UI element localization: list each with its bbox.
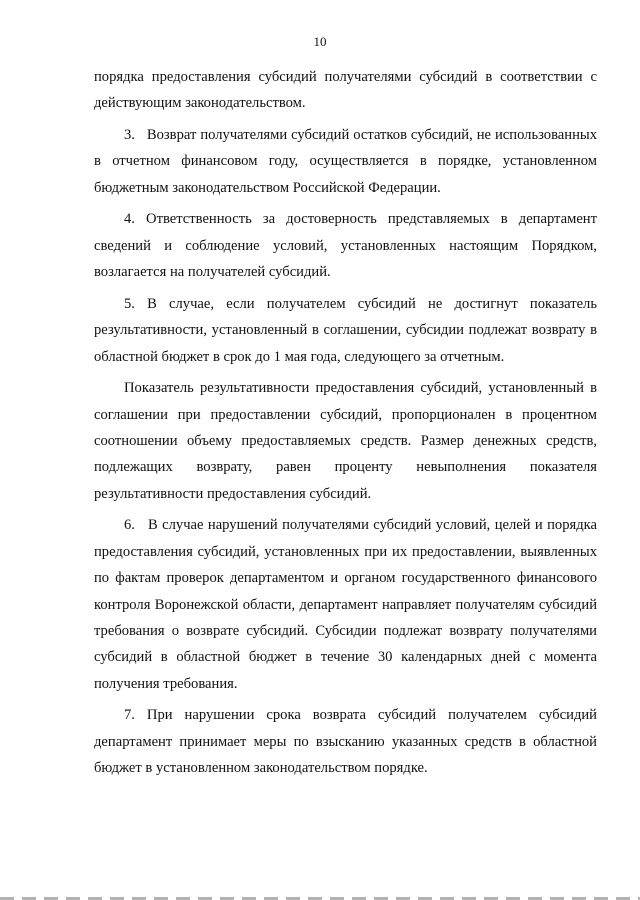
page-number: 10	[313, 34, 327, 49]
paragraph-indicator-proportionality: Показатель результативности предоставления субсидий, установленный в соглашении при предоставлении субсидий, пропорционален в процентном соотношении объему предоставляемых средств. Размер денежных средств, подлежащих возврату, равен проценту невыполнения показателя результативности предоставления субсидий.	[94, 380, 597, 502]
document-body	[94, 64, 597, 787]
paragraph-6-violations: 6. В случае нарушений получателями субсидий условий, целей и порядка предоставления субсидий, установленных при их предоставлении, выявленных по фактам проверок департаментом и органом государственного финансового контроля Воронежской области, департамент направляет получателям субсидий требования о возврате субсидий. Субсидии подлежат возврату получателями субсидий в областной бюджет в течение 30 календарных дней с момента получения требования.	[94, 517, 597, 692]
paragraph-3-refund-of-unused-subsidies: 3. Возврат получателями субсидий остатков субсидий, не использованных в отчетном финансовом году, осуществляется в порядке, установленном бюджетным законодательством Российской Федерации.	[94, 127, 597, 196]
paragraph-continuation: порядка предоставления субсидий получателями субсидий в соответствии с действующим законодательством.	[94, 69, 597, 112]
paragraph-5-performance-indicator: 5. В случае, если получателем субсидий не достигнут показатель результативности, установленный в соглашении, субсидии подлежат возврату в областной бюджет в срок до 1 мая года, следующего за отчетным.	[94, 295, 597, 365]
paragraph-7-deadline-violation: 7. При нарушении срока возврата субсидий получателем субсидий департамент принимает меры по взысканию указанных средств в областной бюджет в установленном законодательством порядке.	[94, 707, 597, 777]
paragraph-4-responsibility: 4. Ответственность за достоверность представляемых в департамент сведений и соблюдение условий, установленных настоящим Порядком, возлагается на получателей субсидий.	[94, 211, 597, 281]
